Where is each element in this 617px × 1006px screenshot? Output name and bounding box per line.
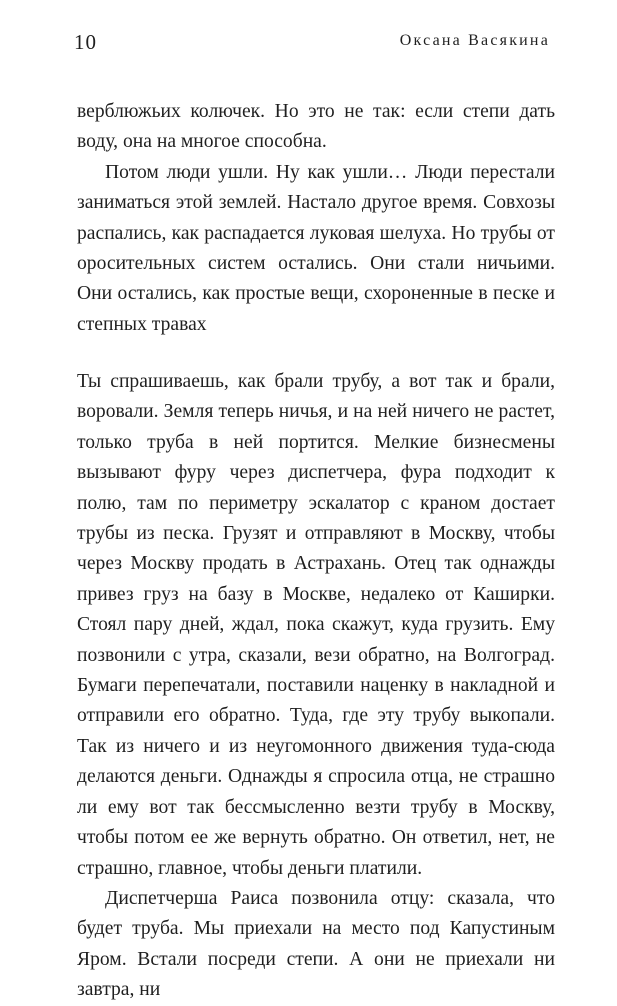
author-name: Оксана Васякина bbox=[399, 32, 550, 49]
running-header bbox=[74, 30, 550, 56]
paragraph: Потом люди ушли. Ну как ушли… Люди перестали заниматься этой землей. Настало другое время. Совхозы распались, как распадается луковая шелуха. Но трубы от оросительных систем остались. Они стали ничьими. Они остались, как простые вещи, схороненные в песке и степных травах bbox=[77, 161, 555, 335]
paragraph: Ты спрашиваешь, как брали трубу, а вот так и брали, воровали. Земля теперь ничья, и на ней ничего не растет, только труба в ней портится. Мелкие бизнесмены вызывают фуру через диспетчера, фура подходит к полю, там по периметру эскалатор с краном достает трубы из песка. Грузят и отправляют в Москву, чтобы через Москву продать в Астрахань. Отец так однажды привез груз на базу в Москве, недалеко от Каширки. Стоял пару дней, ждал, пока скажут, куда грузить. Ему позвонили с утра, сказали, вези обратно, на Волгоград. Бумаги перепечатали, поставили наценку в накладной и отправили его обратно. Туда, где эту трубу выкопали. Так из ничего и из неугомонного движения туда-сюда делаются деньги. Однажды я спросила отца, не страшно ли ему вот так бессмысленно везти трубу в Москву, чтобы потом ее же вернуть обратно. Он ответил, нет, не страшно, главное, чтобы деньги платили. bbox=[77, 371, 555, 879]
paragraph: верблюжьих колючек. Но это не так: если степи дать воду, она на многое способна. bbox=[77, 101, 555, 153]
paragraph: Диспетчерша Раиса позвонила отцу: сказала, что будет труба. Мы приехали на место под Капустиным Яром. Встали посреди степи. А они не приехали ни завтра, ни bbox=[77, 887, 555, 1001]
text-block-bottom bbox=[77, 367, 555, 1006]
page-number: 10 bbox=[74, 30, 97, 54]
text-block-top bbox=[77, 97, 555, 340]
